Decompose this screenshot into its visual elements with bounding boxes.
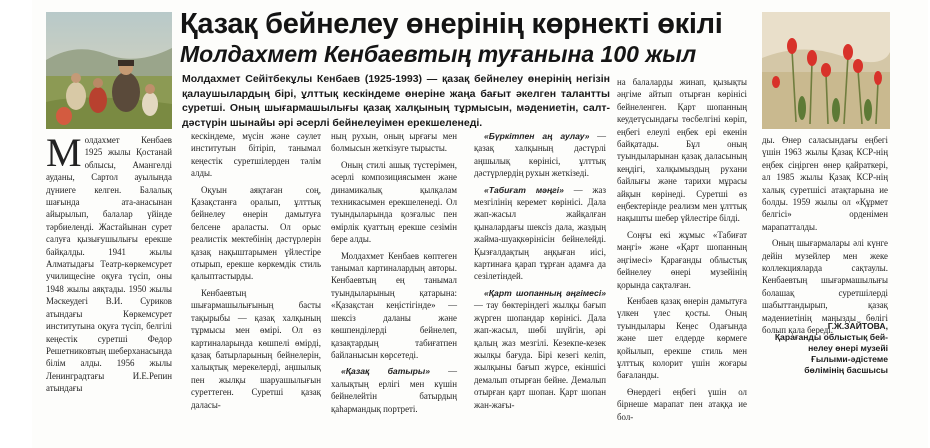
column-4 [474, 130, 606, 415]
paragraph: Соңғы екі жұмыс «Табиғат мәңгі» және «Қарт шопанның әңгімесі» Қарағанды облыстық бейнелеу өнері музейінің қорында сақталған. [617, 229, 747, 290]
author-position: бөлімінің басшысы [804, 365, 888, 375]
article-title: Қазақ бейнелеу өнерінің көрнекті өкілі [180, 8, 723, 40]
painting-title: «Қазақ батыры» [341, 366, 431, 377]
paragraph: на балаларды жинап, қызықты әңгіме айтып отырған көрінісі бейнеленген. Қарт шопанның кеудетүсындағы төсбелгіні көріп, еңбегі елеулі еңбек ері екенін байқатады. Бұл оның туындыларынан қазақ даласының кеңдігі, халқымыздың рухани байлығы және тарихи мұрасы айқын көрінеді. Суретші өз еңбектерінде реализм мен ұлттық нақышты шебер үйлестіре білді. [617, 77, 747, 224]
author-position: Қарағанды облыстық бей- [774, 332, 888, 342]
painting-title: «Бүркітпен аң аулау» [484, 131, 590, 141]
author-name: Г.Ж.ЗАЙТОВА, [827, 321, 888, 331]
author-position: Ғылыми-әдістеме [811, 354, 888, 364]
paragraph [46, 130, 172, 395]
paragraph: ның рухын, оның ырғағы мен болмысын жеткізуге тырысты. [331, 131, 457, 154]
article-header [180, 8, 770, 67]
column-3 [331, 130, 457, 419]
column-5 [617, 76, 747, 427]
column-6 [762, 134, 888, 341]
paragraph-text: — тау бөктеріндегі жылқы бағып жүрген шопандар көрінісі. Дала жап-жасыл, шөбі шүйгін, әрі қалың жаз мезгілі. Кезекпе-кезек жылқы бағуда. Бірі кезегі келіп, жылқыны бағып жүрсе, екіншісі демалып отырған бейне. Демалып отырған қарт шопан. Қарт шопан жан-жағы- [474, 300, 606, 410]
paragraph [474, 184, 606, 283]
painting-tulips [762, 12, 890, 129]
paragraph: ды. Өнер саласындағы еңбегі үшін 1963 жылы Қазақ КСР-нің еңбек сіңірген өнер қайраткері, ал 1985 жылы Қазақ КСР-нің халық суретшісі атақтарына ие болды. 1959 жылы ол «Құрмет белгісі» орденімен марапатталды. [762, 135, 888, 232]
paragraph-text: — халықтың ерлігі мен күшін бейнелейтін батырдың қаһармандық портреті. [331, 366, 458, 414]
paragraph [331, 365, 457, 415]
paragraph-text: олдахмет Кенбаев 1925 жылы Қостанай облысы, Амангелді ауданы, Сартол ауылында дүниеге келген. Балалық шағында ата-анасынан айырылып, балалар үйінде тәрбиеленді. Жастайынан сурет салуға қызығушылығы ерекше байқалды. 1941 жылы Алматыдағы Театр-көркемсурет училищесіне оқуға түсіп, оны 1948 жылы аяқтады. 1950 жылы Мәскеудегі В.И. Суриков атындағы Көркемсурет институтына оқуға түсіп, белгілі кеңестік суретші Федор Решетниковтың шеберханасында білім алды. 1956 жылы Ленинградтағы И.Е.Репин атындағы [46, 135, 172, 394]
column-2 [191, 130, 321, 415]
paragraph: Оның стилі ашық түстерімен, әсерлі композициясымен және динамикалық қылқалам техникасымен ерекшеленеді. Ол туындыларында қозғалыс пен өмірлік қуаттың ерекше сезімін бере алды. [331, 159, 457, 245]
paragraph-text: — қазақ халқының дәстүрлі аңшылық көрінісі, ұлттық дәстүрлердің рухын жеткізеді. [474, 131, 606, 179]
paragraph: Кенбаев қазақ өнерін дамытуға үлкен үлес қосты. Оның туындылары Кеңес Одағында және шет елдерде көрмеге қойылып, ерекше стиль мен ұлттық колорит үшін жоғары бағаланды. [617, 295, 747, 381]
author-position: нелеу өнері музейі [808, 343, 888, 353]
column-1 [46, 130, 172, 399]
paragraph: Өнердегі еңбегі үшін ол бірнеше марапат пен атаққа ие бол- [617, 386, 747, 422]
paragraph: Оқуын аяқтаған соң, Қазақстанға оралып, ұлттық бейнелеу өнерін дамытуға белсене араласты. Ол орыс реалистік мектебінің дәстүрлерін қазақ нақыштарымен үйлестіре отырып, ерекше көркемдік стиль қалыптастырды. [191, 184, 321, 282]
paragraph: Оның шығармалары әлі күнге дейін музейлер мен жеке коллекцияларда сақтаулы. Кенбаевтың шығармашылығы болашақ суретшілерді шабыттандырып, қазақ мәдениетінің маңызды бөлігі болып қала береді. [762, 238, 888, 336]
paragraph: кескіндеме, мүсін және сәулет институтын бітіріп, танымал кеңестік суретшілерден тәлім алды. [191, 131, 321, 179]
paragraph: Кенбаевтың шығармашылығының басты тақырыбы — қазақ халқының тұрмысы мен өмірі. Ол өз картиналарында көшпелі өмірді, қазақ батырларының бейнелерін, халықтық мерекелерді, аңшылық пен жылқы шаруашылығын суреттеген. Суретші қазақ даласы- [191, 287, 321, 410]
article-subtitle: Молдахмет Кенбаевтың туғанына 100 жыл [180, 41, 697, 67]
painting-old-shepherd [46, 12, 172, 129]
drop-cap: М [46, 130, 82, 175]
painting-title: «Қарт шопанның әңгімесі» [484, 287, 606, 298]
painting-title: «Табиғат мәңгі» [484, 184, 564, 195]
paragraph [474, 287, 606, 411]
paragraph: Молдахмет Кенбаев көптеген танымал картиналардың авторы. Кенбаевтың ең танымал туындыларының қатарына: «Қазақстан кеңістігінде» — шексіз даланы және көшпенділерді бейнелеп, қазақтардың табиғатпен байланысын көрсетеді. [331, 250, 457, 360]
lead-paragraph: Молдахмет Сейітбекұлы Кенбаев (1925-1993) — қазақ бейнелеу өнерінің негізін қалаушылардың бірі, ұлттық кескіндеме өнеріне жаңа бағыт әкелген талантты суретші. Оның шығармашылығы қазақ халқының тұрмысын, мәдениетін, салт-дәстүрін шынайы әрі әсерлі бейнелеуімен ерекшеленеді. [182, 73, 610, 129]
author-signature [760, 321, 888, 376]
paragraph-text: — жаз мезгілінің керемет көрінісі. Дала жап-жасыл жайқалған қыналардағы шексіз дала, жаздың жайма-шуақкөрінісін бейнелейді. Қызғалдақтың аңқыған иісі, картинаға қарап тұрған адамға да сезілетіндей. [474, 184, 606, 282]
paragraph [474, 130, 606, 180]
